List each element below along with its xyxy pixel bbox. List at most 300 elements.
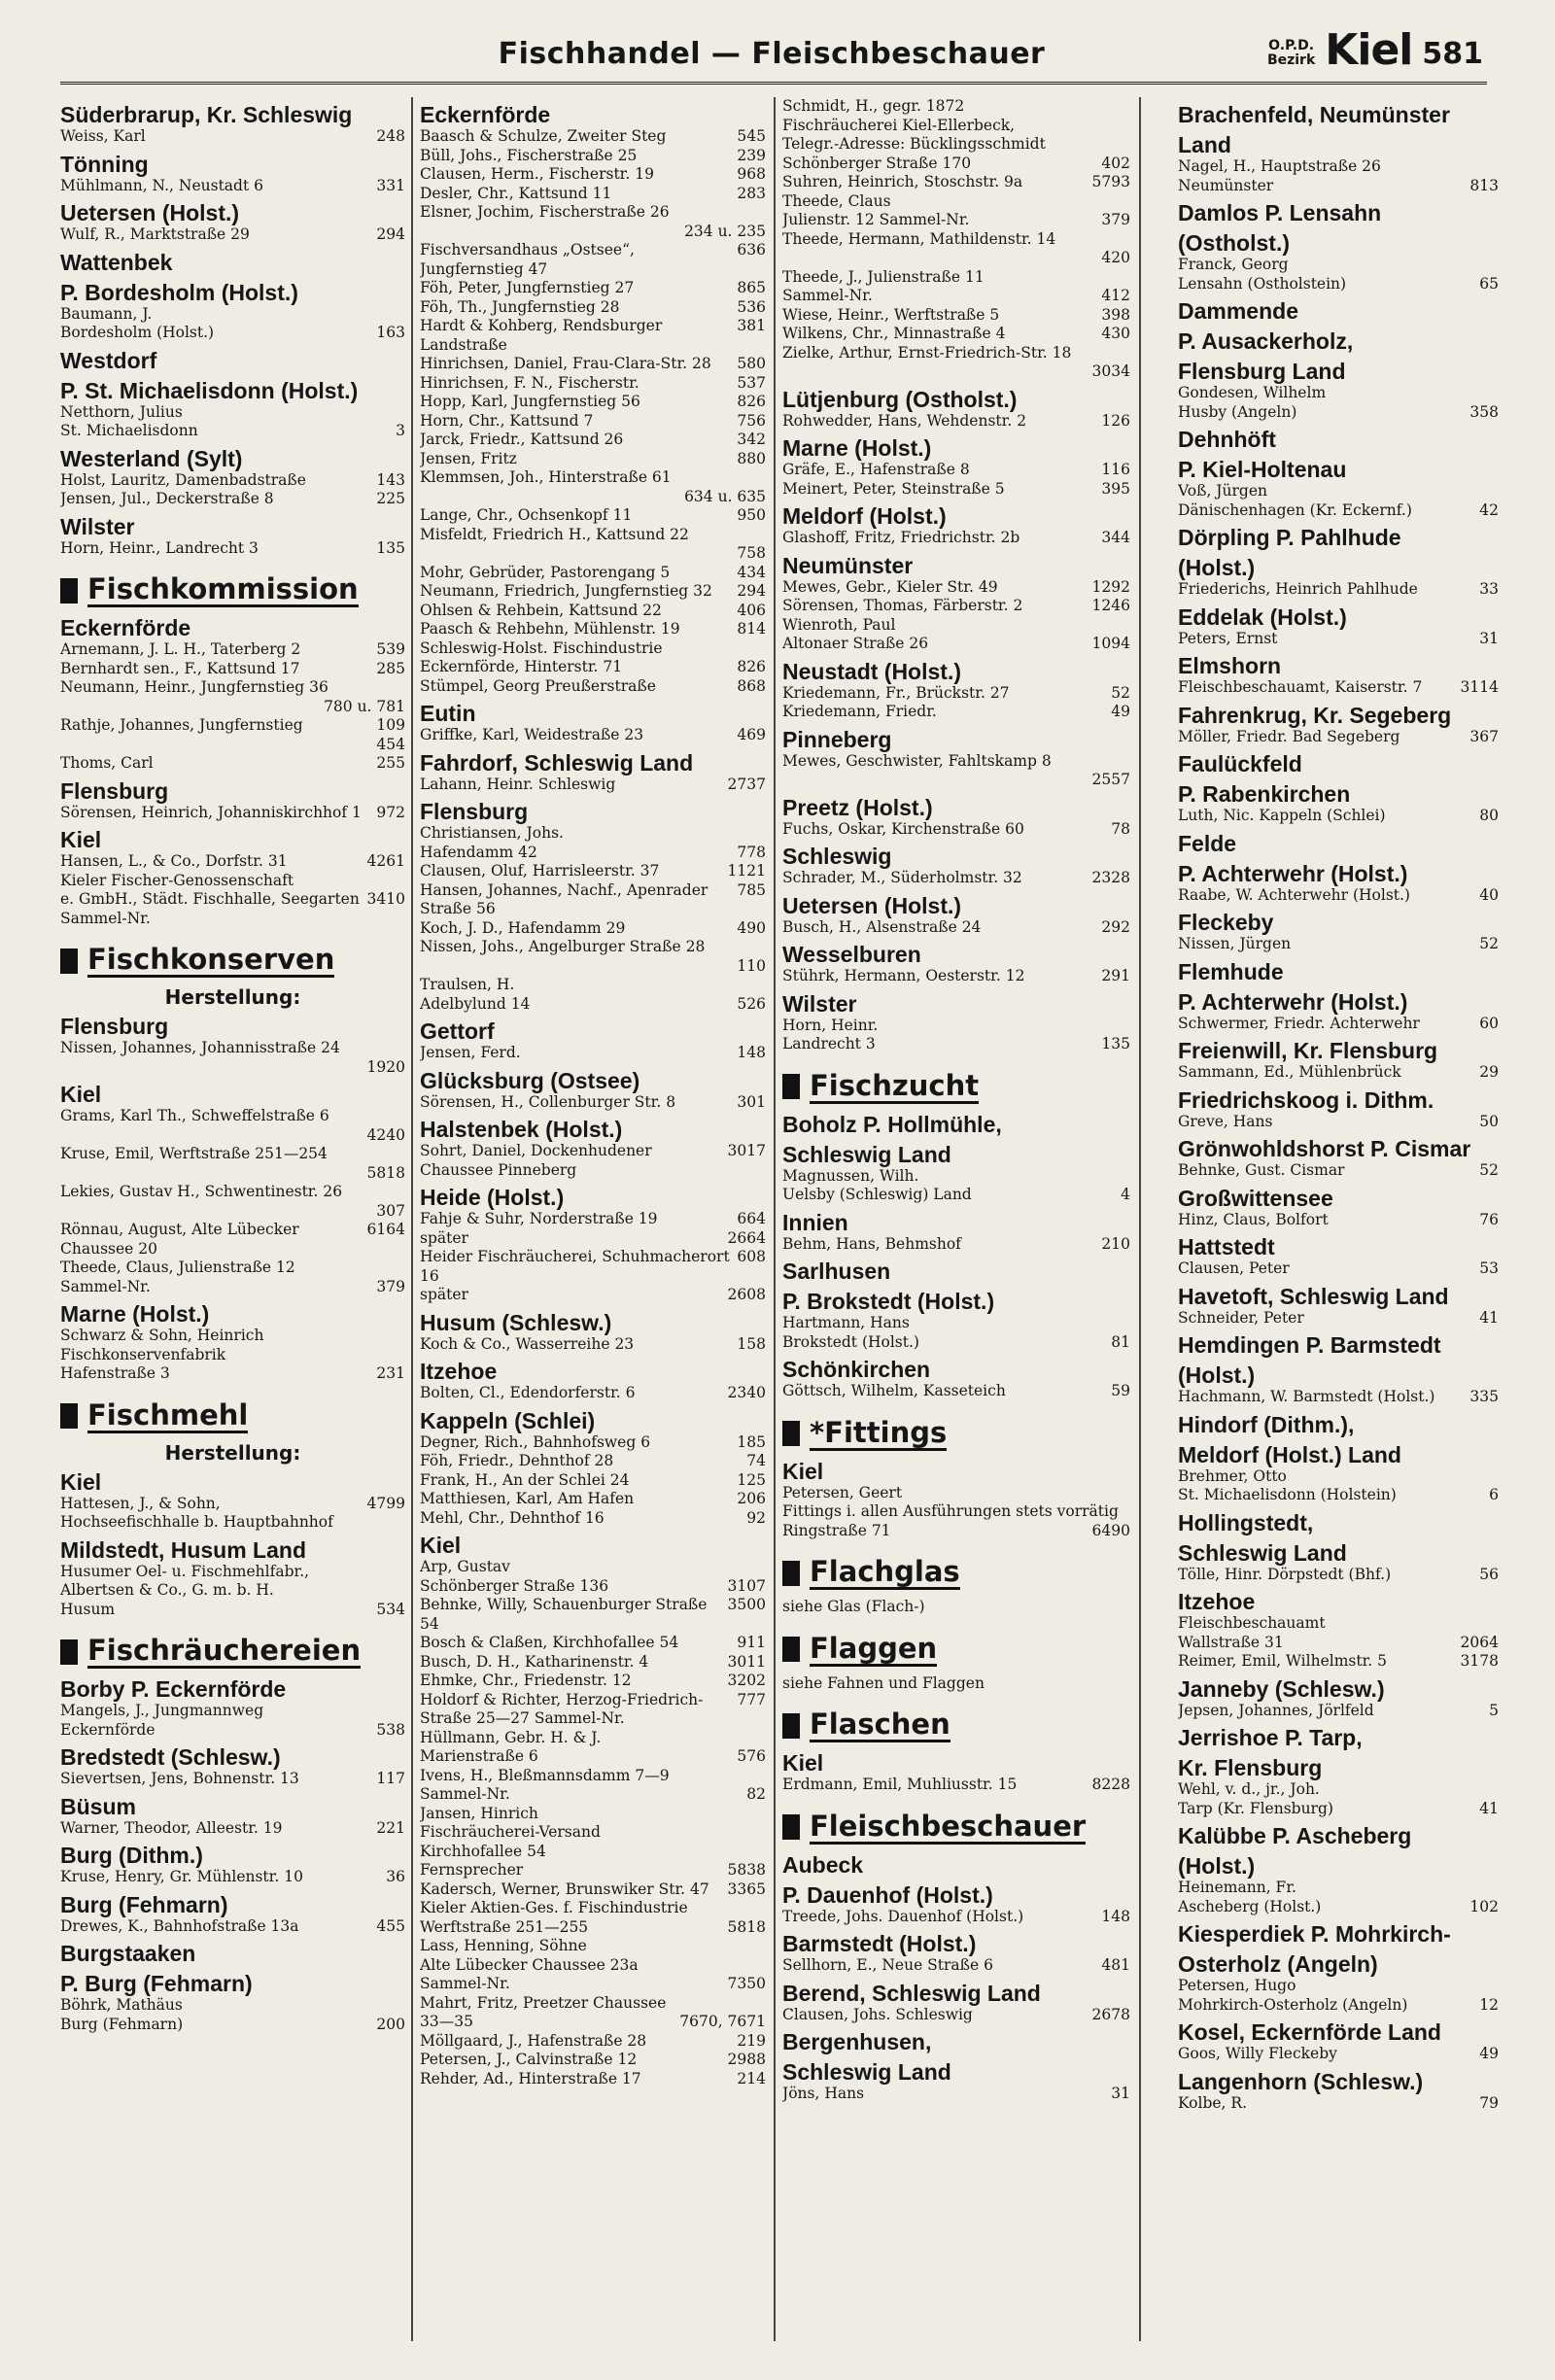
phone-number: 972 — [376, 803, 405, 821]
entry-name: Clausen, Johs. Schleswig — [782, 2005, 973, 2023]
listing-entry — [420, 957, 766, 977]
phone-number: 60 — [1479, 1014, 1499, 1032]
entry-name: Sammel-Nr. — [782, 287, 873, 304]
place-heading: Burgstaaken — [60, 1941, 196, 1966]
listing-entry — [420, 1433, 766, 1453]
place-heading: Dörpling P. Pahlhude — [1178, 525, 1401, 550]
subheading: Herstellung: — [164, 1440, 301, 1465]
listing-entry — [420, 1558, 766, 1577]
category-marker-icon — [60, 1403, 78, 1429]
category-marker-icon — [782, 1814, 800, 1840]
listing-entry — [60, 660, 405, 679]
listing-entry — [1178, 1467, 1499, 1487]
place-heading: Schleswig — [782, 844, 892, 869]
phone-number: 36 — [386, 1868, 405, 1885]
listing-entry — [60, 1495, 405, 1533]
listing-entry — [782, 135, 1130, 155]
entry-name: Rohwedder, Hans, Wehdenstr. 2 — [782, 411, 1027, 430]
phone-number: 80 — [1479, 807, 1499, 824]
place-heading: Jerrishoe P. Tarp, — [1178, 1725, 1363, 1750]
listing-entry — [1178, 501, 1499, 521]
phone-number: 41 — [1479, 1799, 1499, 1817]
place-heading: Heide (Holst.) — [420, 1185, 565, 1210]
place-heading: Flensburg — [60, 1014, 169, 1039]
entry-name: Ringstraße 71 — [782, 1521, 891, 1539]
place-heading: Flensburg — [420, 799, 529, 824]
phone-number: 92 — [746, 1508, 766, 1527]
entry-name: Horn, Chr., Kattsund 7 — [420, 411, 594, 430]
listing-entry — [420, 844, 766, 863]
phone-number: 4799 — [366, 1494, 405, 1512]
entry-name: Telegr.-Adresse: Bücklingsschmidt — [782, 135, 1046, 153]
entry-name: Schwarz & Sohn, Heinrich — [60, 1327, 264, 1344]
place-heading: Wesselburen — [782, 942, 921, 967]
listing-entry — [1178, 678, 1499, 698]
entry-name: Hardt & Kohberg, Rendsburger Landstraße — [420, 317, 663, 354]
entry-name: Lange, Chr., Ochsenkopf 11 — [420, 506, 633, 524]
entry-name: 33—35 — [420, 2013, 473, 2030]
phone-number: 813 — [1469, 176, 1499, 194]
phone-number: 125 — [737, 1470, 766, 1489]
entry-name: später — [420, 1286, 468, 1303]
place-heading: Meldorf (Holst.) Land — [1178, 1441, 1401, 1467]
listing-entry — [420, 185, 766, 204]
entry-name: Behnke, Gust. Cismar — [1178, 1161, 1345, 1179]
phone-number: 367 — [1469, 727, 1499, 745]
listing-entry — [1178, 256, 1499, 275]
entry-name: Grams, Karl Th., Schweffelstraße 6 — [60, 1107, 329, 1124]
page-number: 581 — [1422, 37, 1483, 71]
place-heading: Flensburg — [60, 777, 169, 804]
phone-number: 1920 — [366, 1057, 405, 1076]
phone-number: 109 — [376, 716, 405, 734]
phone-number: 3500 — [727, 1596, 766, 1613]
entry-name: Wulf, R., Marktstraße 29 — [60, 225, 250, 243]
phone-number: 31 — [1111, 2085, 1130, 2102]
phone-number: 7670, 7671 — [679, 2013, 766, 2030]
place-heading: Berend, Schleswig Land — [782, 1980, 1041, 2006]
listing-entry — [420, 824, 766, 844]
entry-name: Wienroth, Paul — [782, 615, 896, 634]
entry-name: Fischversandhaus „Ostsee“, Jungfernstieg 47 — [420, 241, 635, 278]
listing-entry — [60, 1702, 405, 1721]
listing-entry — [782, 461, 1130, 480]
listing-entry — [60, 1346, 405, 1365]
entry-name: Albertsen & Co., G. m. b. H. — [60, 1581, 274, 1599]
phone-number: 777 — [737, 1690, 766, 1708]
entry-name: Reimer, Emil, Wilhelmstr. 5 — [1178, 1652, 1388, 1670]
entry-name: Weiss, Karl — [60, 127, 146, 145]
listing-entry — [1178, 1652, 1499, 1672]
listing-entry — [420, 1093, 766, 1113]
entry-name: Föh, Th., Jungfernstieg 28 — [420, 297, 620, 316]
phone-number: 50 — [1479, 1112, 1499, 1130]
listing-entry — [60, 305, 405, 325]
phone-number: 102 — [1469, 1897, 1499, 1915]
entry-name: Koch & Co., Wasserreihe 23 — [420, 1334, 635, 1353]
place-heading: (Holst.) — [1178, 1853, 1256, 1879]
entry-name: Eckernförde, Hinterstr. 71 — [420, 658, 623, 675]
phone-number: 59 — [1111, 1382, 1130, 1399]
phone-number: 3017 — [727, 1142, 766, 1159]
place-heading: (Ostholst.) — [1178, 230, 1290, 256]
listing-entry — [420, 1994, 766, 2014]
place-heading: P. Rabenkirchen — [1178, 781, 1351, 807]
entry-name: Sörensen, Thomas, Färberstr. 2 — [782, 597, 1023, 614]
entry-name: Treede, Johs. Dauenhof (Holst.) — [782, 1907, 1024, 1925]
listing-entry — [1178, 1388, 1499, 1407]
listing-entry — [420, 1653, 766, 1673]
entry-name: St. Michaelisdonn (Holstein) — [1178, 1486, 1397, 1503]
entry-name: Wilkens, Chr., Minnastraße 4 — [782, 325, 1006, 342]
phone-number: 49 — [1479, 2045, 1499, 2062]
entry-name: Koch, J. D., Hafendamm 29 — [420, 918, 626, 937]
entry-name: Horn, Heinr., Landrecht 3 — [60, 538, 259, 557]
entry-name: Tölle, Hinr. Dörpstedt (Bhf.) — [1178, 1565, 1392, 1583]
entry-name: Bernhardt sen., F., Kattsund 17 — [60, 659, 300, 677]
phone-number: 52 — [1479, 1161, 1499, 1179]
listing-entry — [420, 1229, 766, 1249]
place-heading: Friedrichskoog i. Dithm. — [1178, 1087, 1434, 1113]
place-heading: Glücksburg (Ostsee) — [420, 1067, 640, 1093]
place-heading: Bergenhusen, — [782, 2029, 932, 2054]
place-heading: Lütjenburg (Ostholst.) — [782, 386, 1018, 412]
entry-name: Fleischbeschauamt — [1178, 1614, 1326, 1632]
phone-number: 29 — [1479, 1063, 1499, 1081]
listing-entry — [420, 1937, 766, 1956]
entry-name: Uelsby (Schleswig) Land — [782, 1186, 972, 1203]
listing-entry — [420, 147, 766, 166]
place-heading: Süderbrarup, Kr. Schleswig — [60, 102, 353, 127]
entry-name: später — [420, 1228, 468, 1247]
category-title: Flaggen — [810, 1631, 938, 1665]
page-title: Fischhandel — Fleischbeschauer — [498, 37, 1046, 71]
place-heading: Eckernförde — [420, 102, 551, 127]
place-heading: Eckernförde — [60, 615, 191, 640]
entry-name: Husby (Angeln) — [1178, 402, 1297, 421]
category-marker-icon — [782, 1713, 800, 1739]
phone-number: 430 — [1101, 325, 1130, 342]
entry-name: Werftstraße 251—255 — [420, 1917, 589, 1936]
category-title: Fleischbeschauer — [810, 1809, 1087, 1843]
listing-entry — [782, 306, 1130, 326]
phone-number: 40 — [1479, 885, 1499, 904]
listing-entry — [60, 471, 405, 491]
phone-number: 56 — [1479, 1565, 1499, 1583]
entry-name: Warner, Theodor, Alleestr. 19 — [60, 1818, 283, 1837]
listing-entry — [782, 1235, 1130, 1255]
entry-name: Husumer Oel- u. Fischmehlfabr., — [60, 1562, 310, 1580]
listing-entry — [420, 564, 766, 583]
listing-entry — [420, 298, 766, 318]
phone-number: 200 — [376, 2015, 405, 2033]
listing-entry — [1178, 1566, 1499, 1585]
phone-number: 379 — [376, 1277, 405, 1295]
column-3 — [782, 97, 1130, 2364]
entry-name: Arp, Gustav — [420, 1558, 510, 1575]
entry-name — [420, 223, 678, 242]
phone-number: 135 — [1101, 1035, 1130, 1052]
entry-name: Clausen, Herm., Fischerstr. 19 — [420, 165, 654, 183]
entry-name: Neumünster — [1178, 176, 1274, 194]
listing-entry — [420, 881, 766, 919]
listing-entry — [420, 412, 766, 431]
phone-number: 6164 — [366, 1221, 405, 1238]
category-marker-icon — [60, 949, 78, 974]
listing-entry — [1178, 1780, 1499, 1800]
entry-name: Christiansen, Johs. — [420, 824, 564, 842]
place-heading: (Holst.) — [1178, 555, 1256, 580]
entry-name: Jöns, Hans — [782, 2085, 865, 2102]
entry-name: Kirchhofallee 54 — [420, 1842, 546, 1860]
phone-number: 3034 — [1091, 362, 1130, 380]
phone-number: 65 — [1479, 274, 1499, 293]
entry-name: Lahann, Heinr. Schleswig — [420, 775, 616, 793]
entry-name: Holdorf & Richter, Herzog-Friedrich-Straße 25—27 Sammel-Nr. — [420, 1690, 704, 1727]
column-divider — [1139, 97, 1141, 2341]
listing-entry — [1178, 384, 1499, 403]
listing-entry — [420, 1691, 766, 1729]
listing-entry — [420, 938, 766, 957]
place-heading: Osterholz (Angeln) — [1178, 1951, 1378, 1977]
entry-name: Petersen, Geert — [782, 1483, 903, 1501]
listing-entry — [1178, 728, 1499, 747]
listing-entry — [60, 736, 405, 755]
entry-name: Zielke, Arthur, Ernst-Friedrich-Str. 18 — [782, 343, 1072, 362]
listing-entry — [60, 490, 405, 509]
listing-entry — [60, 539, 405, 559]
phone-number: 580 — [737, 355, 766, 372]
listing-entry — [782, 192, 1130, 212]
entry-name: Busch, D. H., Katharinenstr. 4 — [420, 1652, 649, 1671]
listing-entry — [420, 393, 766, 412]
listing-entry — [60, 1770, 405, 1789]
listing-entry — [1178, 1634, 1499, 1653]
place-heading: Kiel — [782, 1458, 824, 1484]
entry-name: siehe Fahnen und Flaggen — [782, 1673, 985, 1692]
listing-entry — [60, 1107, 405, 1126]
entry-name: Baumann, J. — [60, 304, 153, 323]
place-heading: Fleckeby — [1178, 910, 1274, 935]
entry-name — [60, 736, 370, 755]
entry-name: Franck, Georg — [1178, 256, 1289, 273]
listing-entry — [420, 1861, 766, 1880]
phone-number: 3365 — [727, 1880, 766, 1898]
place-heading: Eutin — [420, 701, 476, 726]
category-marker-icon — [60, 1639, 78, 1665]
listing-entry — [60, 640, 405, 660]
listing-entry — [420, 355, 766, 374]
place-heading: Hollingstedt, — [1178, 1509, 1314, 1535]
listing-entry — [1178, 1898, 1499, 1917]
place-heading: P. Bordesholm (Holst.) — [60, 279, 298, 305]
listing-entry — [1178, 1259, 1499, 1279]
phone-number: 402 — [1101, 154, 1130, 172]
entry-name: Sammel-Nr. — [60, 1277, 151, 1295]
entry-name: Altonaer Straße 26 — [782, 635, 929, 652]
entry-name: Jarck, Friedr., Kattsund 26 — [420, 431, 624, 448]
phone-number: 234 u. 235 — [684, 222, 766, 240]
listing-entry — [60, 1917, 405, 1937]
listing-entry — [420, 677, 766, 697]
header-right — [1267, 27, 1483, 74]
place-heading: Westerland (Sylt) — [60, 445, 243, 471]
entry-name: Lekies, Gustav H., Schwentinestr. 26 — [60, 1183, 343, 1200]
listing-entry — [420, 165, 766, 185]
entry-name: Netthorn, Julius — [60, 402, 183, 421]
listing-entry — [782, 1167, 1130, 1187]
place-heading: Kappeln (Schlei) — [420, 1407, 596, 1433]
entry-name: Tarp (Kr. Flensburg) — [1178, 1799, 1333, 1817]
listing-entry — [1178, 1614, 1499, 1634]
place-heading: Pinneberg — [782, 726, 892, 752]
listing-entry — [782, 529, 1130, 548]
phone-number: 148 — [737, 1044, 766, 1061]
entry-name: Behm, Hans, Behmshof — [782, 1234, 961, 1253]
phone-number: 163 — [376, 324, 405, 341]
phone-number: 3107 — [727, 1576, 766, 1595]
phone-number: 335 — [1469, 1388, 1499, 1405]
column-1 — [60, 97, 405, 2364]
phone-number: 5793 — [1091, 173, 1130, 190]
phone-number: 2737 — [727, 775, 766, 793]
entry-name: Schmidt, H., gegr. 1872 — [782, 97, 965, 115]
place-heading: P. Burg (Fehmarn) — [60, 1971, 253, 1996]
listing-entry — [420, 1044, 766, 1063]
listing-entry — [1178, 1996, 1499, 2016]
phone-number: 526 — [737, 994, 766, 1013]
phone-number: 81 — [1111, 1332, 1130, 1351]
phone-number: 4 — [1121, 1186, 1130, 1203]
listing-entry — [60, 1364, 405, 1384]
entry-name: Hattesen, J., & Sohn, Hochseefischhalle b. Hauptbahnhof — [60, 1494, 333, 1531]
listing-entry — [782, 362, 1130, 382]
phone-number: 780 u. 781 — [324, 697, 405, 715]
phone-number: 576 — [737, 1747, 766, 1765]
listing-entry — [420, 1956, 766, 1976]
listing-entry — [420, 639, 766, 659]
entry-name: Hansen, Johannes, Nachf., Apenrader Straße 56 — [420, 880, 708, 917]
phone-number: 2608 — [727, 1286, 766, 1303]
category-heading — [782, 1417, 1130, 1451]
place-heading: P. Kiel-Holtenau — [1178, 457, 1347, 482]
phone-number: 785 — [737, 880, 766, 899]
entry-name: Schönberger Straße 170 — [782, 154, 972, 172]
phone-number: 358 — [1469, 402, 1499, 421]
phone-number: 214 — [737, 2069, 766, 2087]
phone-number: 291 — [1101, 967, 1130, 984]
phone-number: 536 — [737, 297, 766, 316]
place-heading: (Holst.) — [1178, 1362, 1256, 1388]
listing-entry — [420, 658, 766, 677]
phone-number: 868 — [737, 676, 766, 695]
place-heading: Hindorf (Dithm.), — [1178, 1411, 1355, 1437]
entry-name: Neumann, Heinr., Jungfernstieg 36 — [60, 678, 328, 696]
entry-name: Frank, H., An der Schlei 24 — [420, 1470, 630, 1489]
phone-number: 2064 — [1460, 1633, 1499, 1651]
listing-entry — [1178, 580, 1499, 600]
entry-name: Drewes, K., Bahnhofstraße 13a — [60, 1916, 299, 1935]
listing-entry — [1178, 2094, 1499, 2114]
place-heading: Burg (Dithm.) — [60, 1843, 203, 1868]
category-heading — [60, 573, 405, 607]
category-marker-icon — [782, 1637, 800, 1662]
listing-entry — [782, 1382, 1130, 1401]
listing-entry — [1178, 157, 1499, 177]
listing-entry — [420, 450, 766, 469]
entry-name: Fischräucherei Kiel-Ellerbeck, — [782, 116, 1016, 134]
phone-number: 758 — [737, 544, 766, 562]
page-header — [60, 27, 1483, 78]
listing-entry — [782, 820, 1130, 840]
entry-name: Mühlmann, N., Neustadt 6 — [60, 176, 263, 194]
entry-name: Kruse, Emil, Werftstraße 251—254 — [60, 1145, 328, 1162]
listing-entry — [420, 1899, 766, 1918]
place-heading: Langenhorn (Schlesw.) — [1178, 2068, 1424, 2094]
listing-entry — [420, 776, 766, 795]
category-heading — [782, 1708, 1130, 1742]
listing-entry — [1178, 1977, 1499, 1996]
entry-name: Kriedemann, Friedr. — [782, 703, 937, 720]
listing-entry — [782, 1776, 1130, 1795]
phone-number: 778 — [737, 843, 766, 861]
entry-name: Hansen, L., & Co., Dorfstr. 31 — [60, 852, 288, 870]
place-heading: Marne (Holst.) — [782, 435, 932, 461]
phone-number: 1094 — [1091, 635, 1130, 652]
entry-name: Neumann, Friedrich, Jungfernstieg 32 — [420, 582, 712, 600]
entry-name: Schwermer, Friedr. Achterwehr — [1178, 1014, 1420, 1032]
phone-number: 135 — [376, 538, 405, 557]
category-heading — [782, 1070, 1130, 1104]
entry-name: Fischräucherei-Versand — [420, 1823, 601, 1841]
phone-number: 911 — [737, 1634, 766, 1651]
entry-name: Mewes, Geschwister, Fahltskamp 8 — [782, 751, 1052, 770]
place-heading: Marne (Holst.) — [60, 1301, 210, 1327]
entry-name: Ohlsen & Rehbein, Kattsund 22 — [420, 601, 662, 619]
place-heading: Damlos P. Lensahn — [1178, 200, 1382, 225]
listing-entry — [782, 268, 1130, 288]
listing-entry — [420, 1747, 766, 1767]
entry-name — [782, 362, 1087, 382]
place-heading: Preetz (Holst.) — [782, 794, 933, 820]
entry-name: Sohrt, Daniel, Dockenhudener Chaussee Pinneberg — [420, 1142, 652, 1179]
entry-name: Fernsprecher — [420, 1861, 524, 1879]
entry-name: Mahrt, Fritz, Preetzer Chaussee — [420, 1993, 667, 2012]
entry-name: Ivens, H., Bleßmannsdamm 7—9 — [420, 1766, 670, 1784]
listing-entry — [1178, 482, 1499, 501]
entry-name: Griffke, Karl, Weidestraße 23 — [420, 726, 644, 743]
place-heading: Neumünster — [782, 552, 914, 578]
entry-name: Petersen, J., Calvinstraße 12 — [420, 2051, 638, 2068]
entry-name: Sammann, Ed., Mühlenbrück — [1178, 1063, 1401, 1081]
entry-name: Kieler Aktien-Ges. f. Fischindustrie — [420, 1899, 688, 1916]
category-title: Flaschen — [810, 1707, 950, 1741]
phone-number: 537 — [737, 373, 766, 392]
entry-name: Heider Fischräucherei, Schuhmacherort 16 — [420, 1248, 730, 1285]
category-title: *Fittings — [810, 1415, 948, 1449]
entry-name: Hopp, Karl, Jungfernstieg 56 — [420, 393, 640, 410]
listing-entry — [782, 869, 1130, 888]
listing-entry — [420, 1335, 766, 1355]
phone-number: 826 — [737, 393, 766, 410]
listing-entry — [782, 967, 1130, 986]
phone-number: 4240 — [366, 1125, 405, 1144]
entry-name: Eckernförde — [60, 1720, 156, 1739]
listing-entry — [1178, 275, 1499, 294]
listing-entry — [60, 1601, 405, 1620]
entry-name: Goos, Willy Fleckeby — [1178, 2045, 1337, 2062]
phone-number: 344 — [1101, 529, 1130, 546]
